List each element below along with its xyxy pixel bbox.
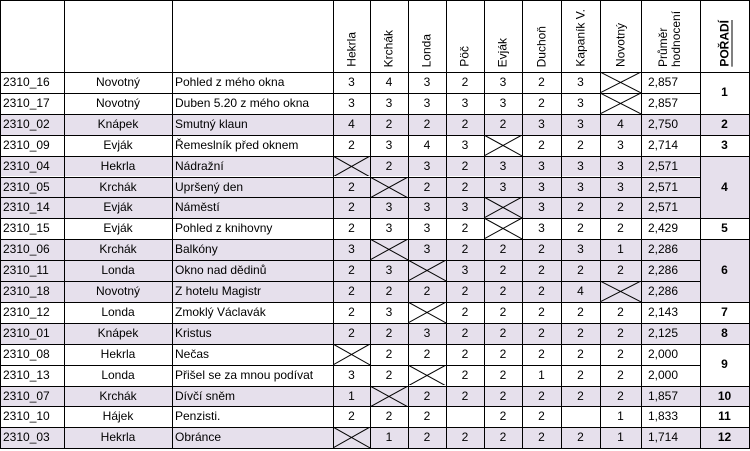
judge-score: 3 [538,116,545,131]
photo-author: Krchák [99,242,137,257]
grid-line [700,135,750,136]
photo-author: Krchák [99,388,137,403]
grid-line [561,0,562,448]
grid-line [0,0,1,448]
photo-author: Knápek [97,116,139,131]
judge-score: 2 [423,409,431,424]
rank-value: 12 [717,430,732,445]
average-score: 2,286 [648,263,679,278]
grid-line [0,218,700,219]
judge-score: 3 [385,95,393,110]
grid-line [0,72,750,73]
judge-score: 2 [461,75,469,89]
judge-score: 2 [385,116,393,131]
judge-score: 2 [538,346,545,361]
judge-score: 2 [385,409,393,424]
judge-score: 3 [385,304,393,319]
judge-score: 2 [499,388,507,403]
judge-score: 4 [385,75,393,89]
judge-header [522,0,561,72]
judge-header-label: Londa [419,33,434,67]
judge-header [561,0,600,72]
judge-score: 2 [423,284,431,298]
photo-title: Kristus [175,325,212,340]
photo-author: Hekrla [100,430,136,445]
judge-score: 2 [461,158,469,173]
grid-line [0,323,700,324]
photo-author: Novotný [95,284,141,298]
grid-line [0,156,700,157]
judge-score: 2 [385,284,393,298]
rank-value: 2 [721,116,728,131]
photo-title: Z hotelu Magistr [175,284,262,298]
grid-line [700,323,750,324]
judge-score: 3 [461,95,469,110]
judge-score: 2 [577,221,584,236]
judge-score: 2 [461,346,469,361]
photo-title: Řemeslník před oknem [175,137,299,152]
judge-score: 2 [423,430,431,445]
average-header-label: Průměr hodnocení [655,10,683,67]
grid-line [0,365,700,366]
judge-score: 1 [385,430,393,445]
judge-score: 2 [461,430,469,445]
grid-line [600,0,601,448]
judge-score: 3 [617,137,624,152]
photo-title: Balkóny [175,242,218,257]
photo-author: Londa [101,304,135,319]
judge-score: 2 [423,346,431,361]
judge-score: 3 [577,242,584,257]
photo-id: 2310_01 [3,325,50,340]
grid-line [172,0,173,448]
judge-score: 2 [538,325,545,340]
photo-title: Nádražní [175,158,224,173]
judge-header [600,0,641,72]
average-score: 2,000 [648,346,679,361]
excluded-score-cross [408,302,446,323]
judge-score: 3 [348,242,355,257]
average-score: 2,571 [648,200,679,215]
photo-author: Evják [103,137,133,152]
judge-score: 3 [423,221,431,236]
rank-value: 5 [721,221,728,236]
average-score: 2,571 [648,179,679,194]
judge-score: 3 [538,179,545,194]
judge-score: 4 [617,116,624,131]
judge-score: 1 [538,367,545,382]
judge-score: 2 [348,284,355,298]
judge-score: 2 [577,430,584,445]
judge-score: 2 [499,430,507,445]
excluded-score-cross [370,239,408,260]
judge-score: 2 [499,367,507,382]
photo-title: Upršený den [175,179,244,194]
judge-score: 2 [538,137,545,152]
excluded-score-cross [333,156,370,177]
photo-id: 2310_11 [3,263,49,278]
judge-header-label: Evják [495,37,510,67]
grid-line [0,197,700,198]
rank-value: 3 [721,137,728,152]
photo-title: Dívčí sněm [175,388,236,403]
judge-score: 2 [385,367,393,382]
excluded-score-cross [370,177,408,198]
grid-line [700,406,750,407]
average-score: 2,714 [648,137,679,152]
excluded-score-cross [370,386,408,407]
judge-score: 2 [461,242,469,257]
judge-score: 2 [348,137,355,152]
grid-line [0,302,700,303]
judge-header-label: Krchák [381,29,396,67]
rank-value: 9 [721,356,728,371]
judge-header-label: Pöč [457,46,472,67]
judge-score: 2 [538,388,545,403]
grid-line [0,0,750,1]
photo-id: 2310_14 [3,200,50,215]
photo-id: 2310_08 [3,346,50,361]
average-score: 2,857 [648,75,679,89]
average-score: 2,857 [648,95,679,110]
judge-score: 2 [538,284,545,298]
judge-score: 3 [617,158,624,173]
photo-title: Duben 5.20 z mého okna [175,95,310,110]
photo-id: 2310_10 [3,409,50,424]
photo-title: Přišel se za mnou podívat [175,367,314,382]
judge-score: 2 [577,137,584,152]
judge-score: 2 [617,367,624,382]
photo-title: Zmoklý Václavák [175,304,266,319]
photo-title: Penzisti. [175,409,221,424]
judge-header [333,0,370,72]
grid-line [64,0,65,448]
judge-score: 2 [577,388,584,403]
judge-header-label: Kapaník V. [573,9,587,67]
excluded-score-cross [408,365,446,386]
photo-id: 2310_05 [3,179,50,194]
judge-score: 2 [499,409,507,424]
judge-score: 2 [577,325,584,340]
grid-line [700,427,750,428]
judge-score: 2 [499,116,507,131]
judge-score [446,406,484,427]
judge-score: 2 [348,409,355,424]
judge-score: 3 [385,200,393,215]
photo-id: 2310_16 [3,75,50,89]
average-score: 2,143 [648,304,679,319]
excluded-score-cross [600,281,641,302]
grid-line [0,177,700,178]
judge-score: 3 [538,200,545,215]
photo-id: 2310_03 [3,430,50,445]
judge-score: 4 [348,116,355,131]
judge-score: 3 [423,242,431,257]
judge-score: 2 [538,95,545,110]
judge-score: 2 [423,116,431,131]
judge-score [561,406,600,427]
judge-score: 2 [348,325,355,340]
photo-author: Evják [103,200,133,215]
judge-score: 2 [577,346,584,361]
grid-line [0,93,700,94]
photo-title: Smutný klaun [175,116,248,131]
grid-line [0,281,700,282]
judge-score: 2 [461,325,469,340]
grid-line [700,218,750,219]
grid-line [700,239,750,240]
judge-score: 3 [423,200,431,215]
judge-score: 3 [423,95,431,110]
judge-score: 3 [499,95,507,110]
photo-id: 2310_06 [3,242,50,257]
photo-title: Obránce [175,430,222,445]
judge-score: 3 [348,75,355,89]
average-score: 2,125 [648,325,679,340]
judge-score: 3 [538,158,545,173]
photo-id: 2310_18 [3,284,50,298]
judge-score: 2 [617,200,624,215]
judge-score: 2 [577,200,584,215]
excluded-score-cross [484,218,522,239]
judge-score: 3 [617,179,624,194]
judge-score: 3 [423,75,431,89]
judge-score: 3 [577,179,584,194]
photo-author: Londa [101,367,135,382]
judge-score: 3 [577,95,584,110]
judge-score: 3 [461,137,469,152]
excluded-score-cross [484,197,522,218]
photo-id: 2310_15 [3,221,50,236]
judge-score: 3 [423,325,431,340]
grid-line [700,114,750,115]
rank-value: 8 [721,325,728,340]
grid-line [700,344,750,345]
judge-score: 3 [385,221,393,236]
judge-score: 2 [499,304,507,319]
average-score: 2,000 [648,367,679,382]
excluded-score-cross [333,344,370,365]
judge-score: 2 [348,221,355,236]
judge-score: 3 [461,200,469,215]
excluded-score-cross [600,72,641,93]
rank-header [700,0,749,72]
average-score: 2,286 [648,284,679,298]
judge-score: 2 [423,388,431,403]
judge-score: 2 [385,325,393,340]
photo-title: Pohled z knihovny [175,221,273,236]
judge-header-label: Novotný [613,22,627,67]
photo-id: 2310_12 [3,304,50,319]
rank-value: 6 [721,263,728,278]
judge-score: 2 [617,325,624,340]
judge-score: 2 [617,388,624,403]
grid-line [0,114,700,115]
grid-line [408,0,409,448]
average-header [641,0,700,72]
grid-line [446,0,447,448]
judge-score: 3 [577,116,584,131]
judge-score: 3 [385,263,393,278]
grid-line [700,156,750,157]
photo-id: 2310_09 [3,137,50,152]
average-score: 1,714 [648,430,679,445]
judge-score: 3 [577,158,584,173]
photo-author: Novotný [95,95,141,110]
judge-score: 3 [423,158,431,173]
judge-score: 2 [617,263,624,278]
judge-header [484,0,522,72]
judge-score: 2 [461,221,469,236]
judge-header [370,0,408,72]
judge-score: 3 [385,137,393,152]
judge-score: 2 [617,346,624,361]
average-score: 1,833 [648,409,679,424]
judge-score: 2 [423,179,431,194]
grid-line [0,427,700,428]
judge-score: 2 [348,200,355,215]
photo-author: Hekrla [100,158,136,173]
grid-line [700,0,701,448]
judge-score: 2 [499,284,507,298]
photo-author: Hájek [102,409,134,424]
judge-score: 2 [617,304,624,319]
grid-line [0,260,700,261]
grid-line [370,0,371,448]
judge-score: 1 [617,242,624,257]
photo-author: Evják [103,221,133,236]
judge-score: 2 [538,409,545,424]
judge-score: 3 [499,179,507,194]
judge-score: 1 [617,409,624,424]
judge-score: 3 [538,221,545,236]
judge-score: 1 [617,430,624,445]
judge-score: 2 [499,263,507,278]
photo-author: Novotný [95,75,141,89]
judge-score: 2 [538,242,545,257]
judge-score: 2 [538,75,545,89]
judge-score: 4 [577,284,584,298]
photo-author: Londa [101,263,135,278]
judge-score: 2 [499,346,507,361]
grid-line [522,0,523,448]
judge-header [408,0,446,72]
judge-score: 3 [461,263,469,278]
judge-score: 2 [499,242,507,257]
judge-score: 2 [461,179,469,194]
judge-score: 3 [499,158,507,173]
judge-score: 1 [348,388,355,403]
rank-value: 7 [721,304,728,319]
rank-header-label: POŘADÍ [717,20,731,67]
grid-line [484,0,485,448]
judge-score: 2 [385,346,393,361]
judge-score: 2 [577,304,584,319]
grid-line [700,448,750,449]
grid-line [333,0,334,448]
judge-header-label: Hekrla [344,32,358,67]
photo-author: Knápek [97,325,139,340]
rank-value: 4 [721,179,728,194]
grid-line [700,302,750,303]
rank-value: 10 [717,388,732,403]
grid-line [700,386,750,387]
judge-score: 2 [617,221,624,236]
judge-score: 2 [538,263,545,278]
photo-id: 2310_04 [3,158,50,173]
excluded-score-cross [333,427,370,448]
rank-value: 1 [721,85,728,99]
judge-score: 3 [348,95,355,110]
judge-header [446,0,484,72]
photo-title: Pohled z mého okna [175,75,285,89]
grid-line [0,386,700,387]
photo-id: 2310_07 [3,388,50,403]
photo-title: Náměstí [175,200,220,215]
average-score: 2,286 [648,242,679,257]
judge-score: 2 [461,116,469,131]
grid-line [0,344,700,345]
photo-id: 2310_02 [3,116,50,131]
grid-line [641,0,642,448]
judge-score: 2 [499,325,507,340]
photo-id: 2310_13 [3,367,50,382]
judge-score: 2 [461,367,469,382]
photo-title: Nečas [175,346,210,361]
photo-author: Hekrla [100,346,136,361]
excluded-score-cross [484,135,522,156]
judge-score: 3 [577,75,584,89]
average-score: 2,571 [648,158,679,173]
photo-author: Krchák [99,179,137,194]
grid-line [0,239,700,240]
average-score: 2,429 [648,221,679,236]
judge-score: 3 [499,75,507,89]
grid-line [0,135,700,136]
photo-title: Okno nad dědinů [175,263,267,278]
judge-score: 2 [348,304,355,319]
excluded-score-cross [408,260,446,281]
average-score: 2,750 [648,116,679,131]
judge-score: 2 [538,304,545,319]
grid-line [0,406,700,407]
judge-score: 2 [461,388,469,403]
judge-score: 2 [348,263,355,278]
excluded-score-cross [600,93,641,114]
judge-header-label: Duchoň [534,25,548,67]
judge-score: 2 [348,179,355,194]
judge-score: 2 [577,263,584,278]
judge-score: 2 [385,158,393,173]
photo-id: 2310_17 [3,95,50,110]
judge-score: 2 [577,367,584,382]
judge-score: 2 [461,304,469,319]
rank-value: 11 [718,409,731,424]
judge-score: 3 [348,367,355,382]
judge-score: 2 [538,430,545,445]
average-score: 1,857 [648,388,679,403]
judge-score: 4 [423,137,431,152]
judge-score: 2 [461,284,469,298]
grid-line [0,448,700,449]
